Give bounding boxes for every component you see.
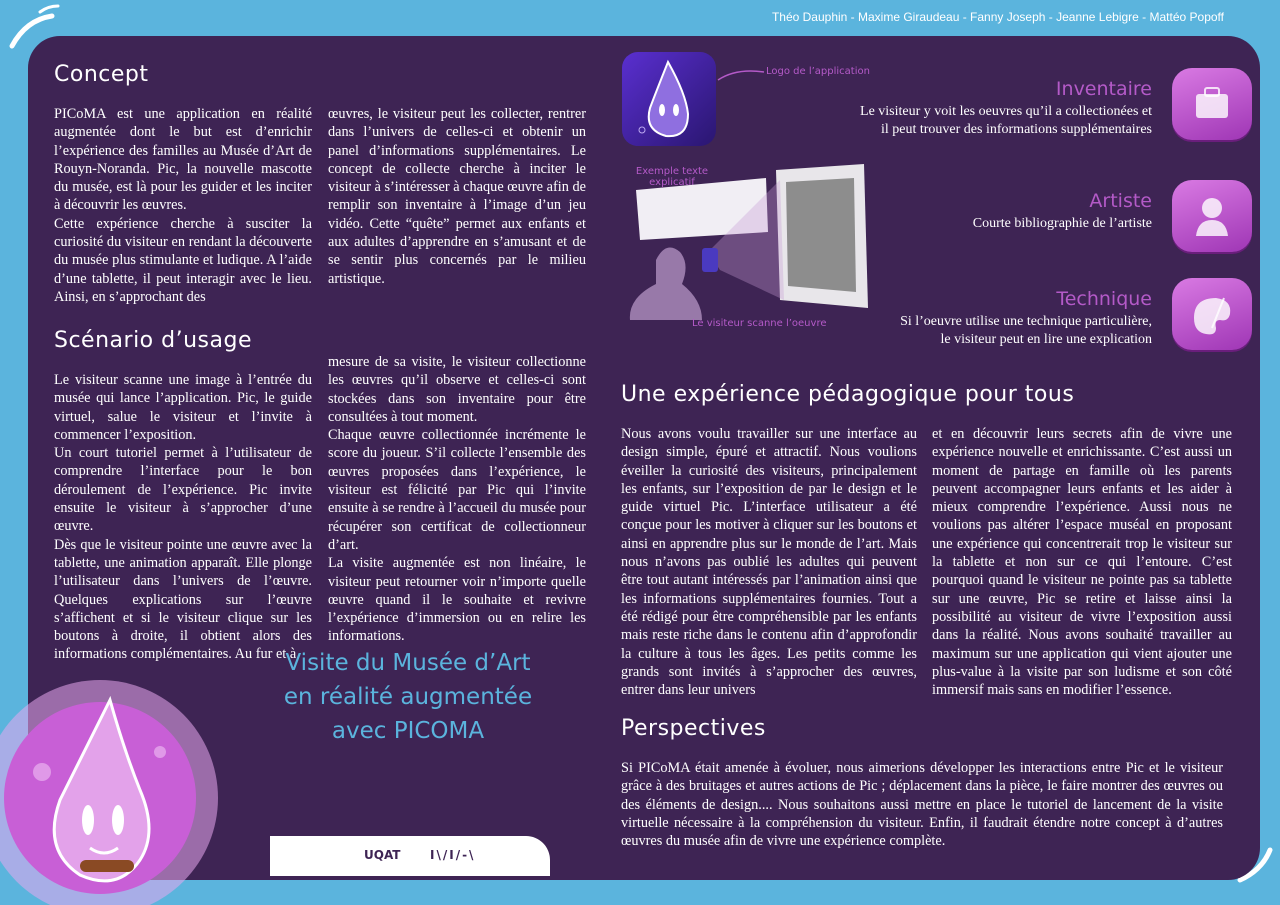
logo-strip (270, 836, 550, 876)
callout-line-logo (716, 64, 766, 84)
palette-icon (1172, 278, 1252, 350)
feature-technique-text: Si l’oeuvre utilise une technique particulière, le visiteur peut en lire une explication (900, 314, 1152, 347)
suitcase-icon (1172, 68, 1252, 140)
artist-bust-icon (1172, 180, 1252, 252)
perspectives-text: Si PICoMA était amenée à évoluer, nous aimerions développer les interactions entre Pic et le visiteur grâce à des bruitages et autres actions de Pic ; déplacement dans la pièce, le faire montrer des œuvres ou des éléments de design.... Nous souhaitons aussi mettre en place le tutoriel de lancement de la visite virtuelle nécessaire à la compréhension du visiteur. Enfin, il faudrait étendre notre concept à d’autres œuvres du musée afin de vivre une expérience complète. (621, 760, 1223, 850)
scan-illustration (616, 160, 896, 330)
feature-artiste-title: Artiste (1089, 190, 1152, 212)
scenario-col1: Le visiteur scanne une image à l’entrée du musée qui lance l’application. Pic, le guide virtuel, salue le visiteur et l’invite à commencer l’exposition. Un court tutoriel permet à l’utilisateur de comprendre l’interface pour le bon déroulement de l’expérience. Pic invite ensuite le visiteur à s’approcher d’une œuvre. Dès que le visiteur pointe une œuvre avec la tablette, une animation apparaît. Elle plonge l’utilisateur dans l’univers de l’œuvre. Quelques explications sur l’œuvre s’affichent et si le visiteur clique sur les boutons à droite, il obtient alors des informations complémentaires. Au fur et à (54, 372, 312, 663)
technique-button[interactable] (1172, 278, 1252, 350)
experience-title: Une expérience pédagogique pour tous (621, 382, 1075, 407)
callout-scan: Le visiteur scanne l’oeuvre (692, 318, 827, 329)
uqat-logo: UQAT (364, 848, 401, 862)
feature-inventaire-text: Le visiteur y voit les oeuvres qu’il a collectionées et il peut trouver des informations supplémentaires (860, 104, 1152, 137)
partner-logo: I\/I/-\ (430, 848, 476, 862)
feature-artiste-text: Courte bibliographie de l’artiste (972, 216, 1152, 231)
feature-technique-title: Technique (1056, 288, 1152, 310)
feature-inventaire-title: Inventaire (1055, 78, 1152, 100)
concept-col2: œuvres, le visiteur peut les collecter, rentrer dans l’univers de celles-ci et obtenir un panel d’informations supplémentaires. Le concept de collecte cherche à inciter le visiteur à s’intéresser à chaque œuvre afin de remplir son inventaire à l’image d’un jeu vidéo. Cette “quête” permet aux enfants et aux adultes d’apprendre en s’amusant et de se sentir plus concernés par le milieu artistique. (328, 106, 586, 287)
authors-line: Théo Dauphin - Maxime Giraudeau - Fanny Joseph - Jeanne Lebigre - Mattéo Popoff (771, 10, 1224, 24)
callout-example: Exemple texte explicatif (635, 166, 709, 188)
artiste-button[interactable] (1172, 180, 1252, 252)
concept-title: Concept (54, 62, 149, 87)
experience-col1: Nous avons voulu travailler sur une interface au design simple, épuré et attractif. Nous voulions éveiller la curiosité des visiteurs, principalement les enfants, sur l’exposition de par le design et le guide virtuel Pic. L’interface utilisateur a été conçue pour les motiver à cliquer sur les boutons et ainsi en apprendre plus sur le monde de l’art. Mais nous n’avons pas oublié les adultes qui peuvent être tout autant intéressés par l’animation ainsi que les informations supplémentaires fournies. Tout a été rédigé pour être compréhensible par les enfants mais reste riche dans le contenu afin d’approfondir la culture à tous les âges. Les petits comme les grands sont invités à s’approcher des œuvres, entrer dans leur univers (621, 426, 917, 699)
app-logo-icon (622, 52, 716, 146)
callout-logo: Logo de l’application (766, 66, 870, 77)
perspectives-title: Perspectives (621, 716, 766, 741)
concept-col1: PICoMA est une application en réalité augmentée dont le but est d’enrichir l’expérience des familles au Musée d’Art de Rouyn-Noranda. Pic, la nouvelle mascotte du musée, est là pour les guider et les inciter à découvrir les œuvres. Cette expérience cherche à susciter la curiosité du visiteur en rendant la découverte du musée plus stimulante et ludique. A l’aide d’une tablette, il peut interagir avec le lieu. Ainsi, en s’approchant des (54, 106, 312, 305)
experience-col2: et en découvrir leurs secrets afin de vivre une expérience nouvelle et enrichissante. C’est aussi un moment de partage en famille où les parents peuvent accompagner leurs enfants et les aider à mieux comprendre l’expérience. Aussi nous ne voulions pas altérer l’espace muséal en proposant une expérience qui concentrerait trop le visiteur sur la tablette et non sur ce qui l’entoure. C’est pourquoi quand le visiteur ne pointe pas sa tablette sur une œuvre, Pic se retire et laisse ainsi la possibilité au visiteur de vivre l’exposition aussi dans la réalité. Nous avons souhaité travailler au maximum sur une application qui vient ajouter une plus-value à la visite par son ludisme et son côté immersif mais sans en modifier l’essence. (932, 426, 1232, 699)
inventaire-button[interactable] (1172, 68, 1252, 140)
poster-title: Visite du Musée d’Art en réalité augmentée avec PICOMA (283, 650, 533, 744)
scenario-title: Scénario d’usage (54, 328, 252, 353)
scenario-col2: mesure de sa visite, le visiteur collectionne les œuvres qu’il observe et celles-ci sont stockées dans son inventaire pour être consultées à tout moment. Chaque œuvre collectionnée incrémente le score du joueur. S’il collecte l’ensemble des œuvres proposées dans l’expérience, le visiteur est félicité par Pic qui l’invite ensuite à se rendre à l’accueil du musée pour récupérer son certificat de collectionneur d’art. La visite augmentée est non linéaire, le visiteur peut retourner voir n’importe quelle œuvre quand il le souhaite et revivre l’expérience d’immersion ou en relire les informations. (328, 354, 586, 645)
